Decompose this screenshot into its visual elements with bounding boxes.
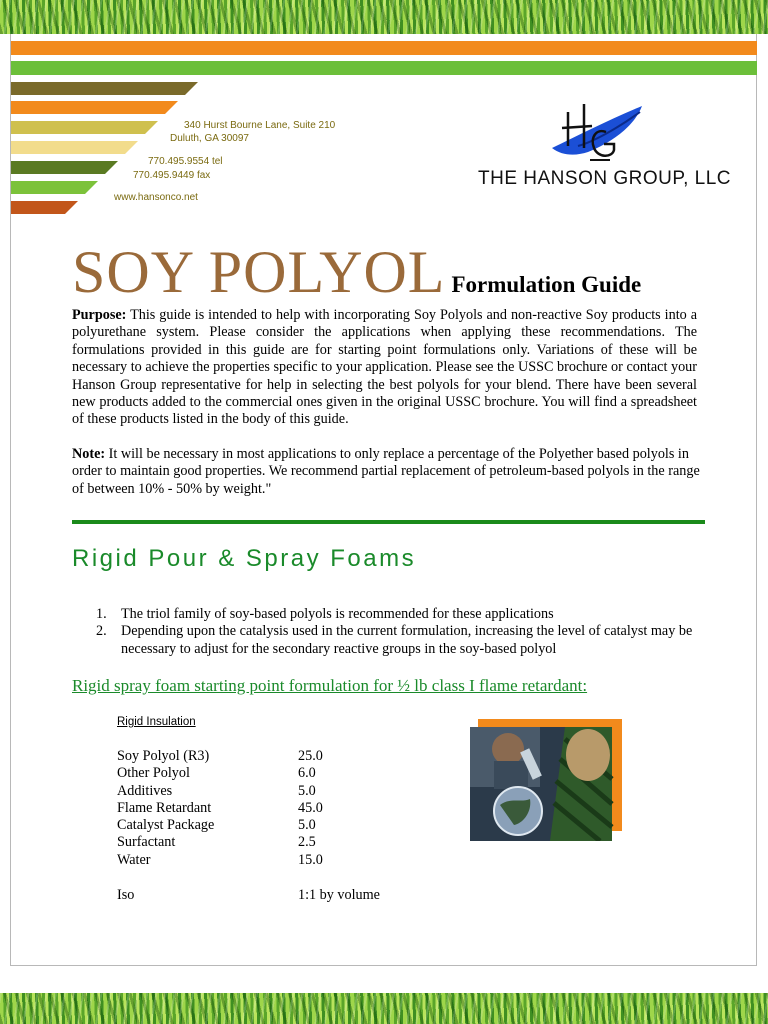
list-item: 2. Depending upon the catalysis used in the current formulation, increasing the level of catalyst may be necessary to adjust for the secondary reactive groups in the soy-based polyol: [96, 623, 693, 657]
table-row: Surfactant 2.5: [117, 834, 316, 851]
grass-banner-bottom: [0, 993, 768, 1024]
recommendations-list: [96, 606, 696, 658]
orange-header-bar: [11, 41, 757, 55]
table-row: Water 15.0: [117, 851, 323, 868]
table-row: Flame Retardant 45.0: [117, 799, 323, 816]
table-row: Other Polyol 6.0: [117, 765, 316, 782]
note-label: Note:: [72, 446, 106, 462]
rigid-insulation-label: Rigid Insulation: [117, 716, 196, 728]
purpose-label: Purpose:: [72, 307, 127, 323]
company-logo-text: THE HANSON GROUP, LLC: [478, 168, 731, 189]
grass-banner-top: [0, 0, 768, 34]
purpose-text: This guide is intended to help with incorporating Soy Polyols and non-reactive Soy products into a polyurethane system. Please consider the applications when applying these recommendations. The formulations provided in this guide are for starting point formulations only. Variations of these will be necessary to achieve the properties specific to your application. Please see the USSC brochure or contact your Hanson Group representative for help in selecting the best polyols for your blend. There have been several new products added to the commercial ones given in the original USSC brochure. You will find a spreadsheet of these products listed in the body of this guide.: [72, 307, 697, 428]
title-sub: Formulation Guide: [451, 272, 642, 297]
section-title: Rigid Pour & Spray Foams: [72, 545, 417, 572]
note-paragraph: [72, 446, 702, 498]
formulation-table: [117, 748, 380, 904]
table-row: Catalyst Package 5.0: [117, 817, 316, 834]
soy-science-photo: [470, 719, 622, 841]
section-divider: [72, 520, 705, 524]
table-row: Additives 5.0: [117, 782, 316, 799]
formulation-heading: Rigid spray foam starting point formulation for ½ lb class I flame retardant:: [72, 676, 588, 695]
note-text: It will be necessary in most applications to only replace a percentage of the Polyether based polyols in order to maintain good properties. We recommend partial replacement of petroleum-based polyols in the range of between 10% - 50% by weight.": [72, 446, 700, 497]
address-line-1: 340 Hurst Bourne Lane, Suite 210: [184, 120, 336, 131]
website-link[interactable]: www.hansonco.net: [114, 192, 198, 203]
iso-row: Iso 1:1 by volume: [117, 887, 380, 904]
green-header-bar: [11, 61, 757, 75]
list-item: 1. The triol family of soy-based polyols is recommended for these applications: [96, 606, 554, 622]
hanson-group-logo-icon: [548, 98, 648, 164]
table-row: Soy Polyol (R3) 25.0: [117, 748, 323, 764]
address-line-2: Duluth, GA 30097: [170, 133, 249, 144]
title-main: SOY POLYOL: [72, 239, 446, 305]
page-title: [72, 240, 641, 304]
phone-tel: 770.495.9554 tel: [148, 156, 223, 167]
purpose-paragraph: [72, 307, 697, 429]
phone-fax: 770.495.9449 fax: [133, 170, 211, 181]
